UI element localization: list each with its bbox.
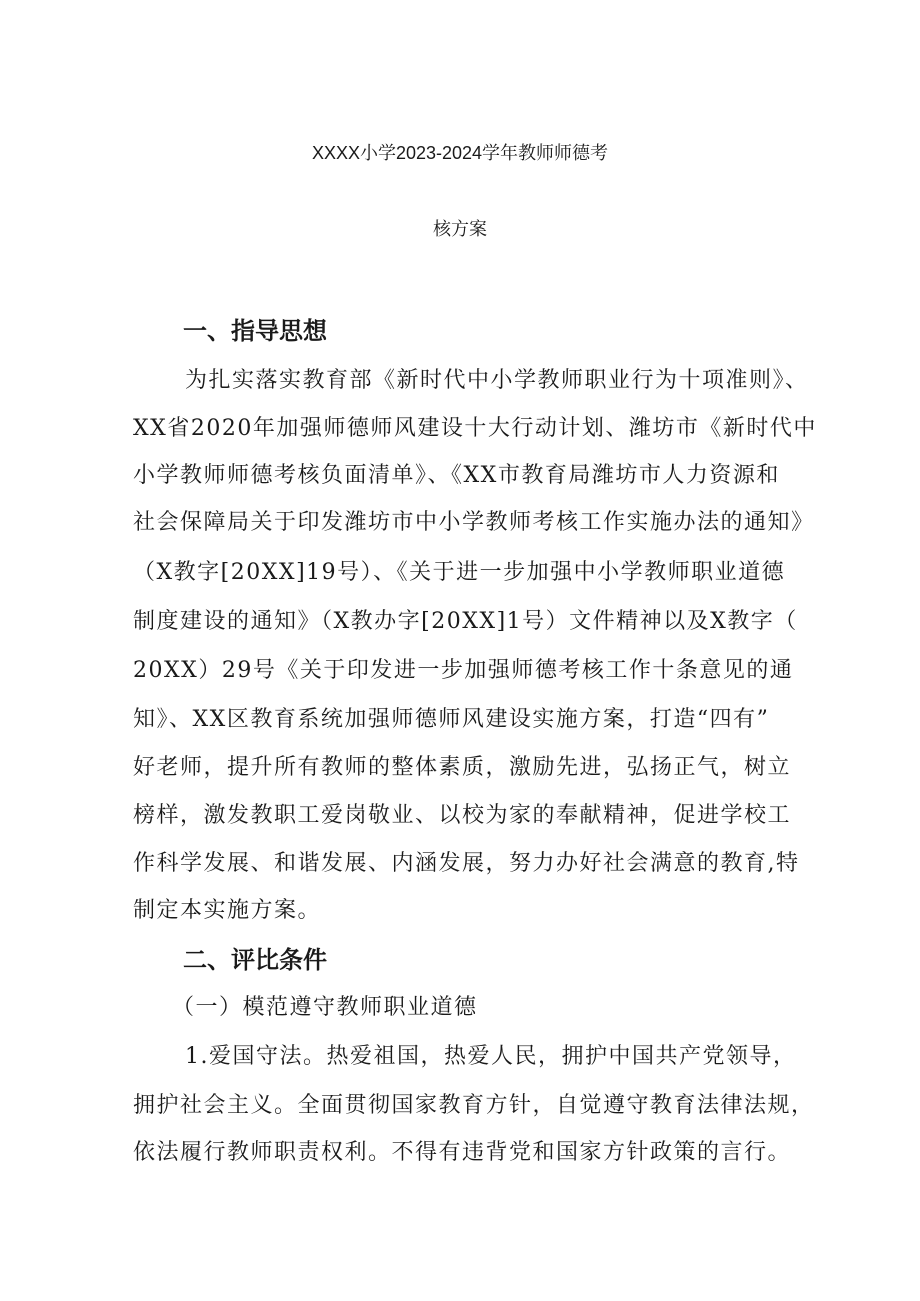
- paragraph-line: 20XX）29号《关于印发进一步加强师德考核工作十条意见的通: [133, 658, 794, 683]
- subsection-heading: （一）模范遵守教师职业道德: [172, 995, 478, 1020]
- paragraph-line: 作科学发展、和谐发展、内涵发展，努力办好社会满意的教育,特: [133, 851, 800, 876]
- paragraph-line: 小学教师师德考核负面清单》、《XX市教育局潍坊市人力资源和: [133, 463, 780, 488]
- paragraph-line: 好老师，提升所有教师的整体素质，激励先进，弘扬正气，树立: [133, 755, 792, 780]
- paragraph-line: 1.爱国守法。热爱祖国，热爱人民，拥护中国共产党领导，: [185, 1044, 797, 1069]
- paragraph-line: 制度建设的通知》（X教办字[20XX]1号）文件精神以及X教字（: [133, 609, 798, 634]
- section-heading-evaluation-conditions: 二、评比条件: [183, 946, 327, 974]
- paragraph-line: XX省2020年加强师德师风建设十大行动计划、潍坊市《新时代中: [133, 416, 817, 441]
- paragraph-line: 知》、XX区教育系统加强师德师风建设实施方案，打造“四有”: [133, 707, 770, 732]
- paragraph-line: （X教字[20XX]19号）、《关于进一步加强中小学教师职业道德: [133, 560, 786, 585]
- paragraph-line: 拥护社会主义。全面贯彻国家教育方针，自觉遵守教育法律法规，: [133, 1093, 815, 1118]
- document-title-line-2: 核方案: [433, 219, 487, 239]
- document-title-line-1: XXXX小学2023-2024学年教师师德考: [311, 143, 609, 163]
- section-heading-guiding-ideology: 一、指导思想: [183, 317, 327, 345]
- paragraph-line: 依法履行教师职责权利。不得有违背党和国家方针政策的言行。: [133, 1140, 792, 1165]
- paragraph-line: 制定本实施方案。: [133, 898, 322, 923]
- paragraph-line: 榜样，激发教职工爱岗敬业、以校为家的奉献精神，促进学校工: [133, 803, 792, 828]
- paragraph-line: 社会保障局关于印发潍坊市中小学教师考核工作实施办法的通知》: [133, 510, 815, 535]
- paragraph-line: 为扎实落实教育部《新时代中小学教师职业行为十项准则》、: [185, 368, 809, 393]
